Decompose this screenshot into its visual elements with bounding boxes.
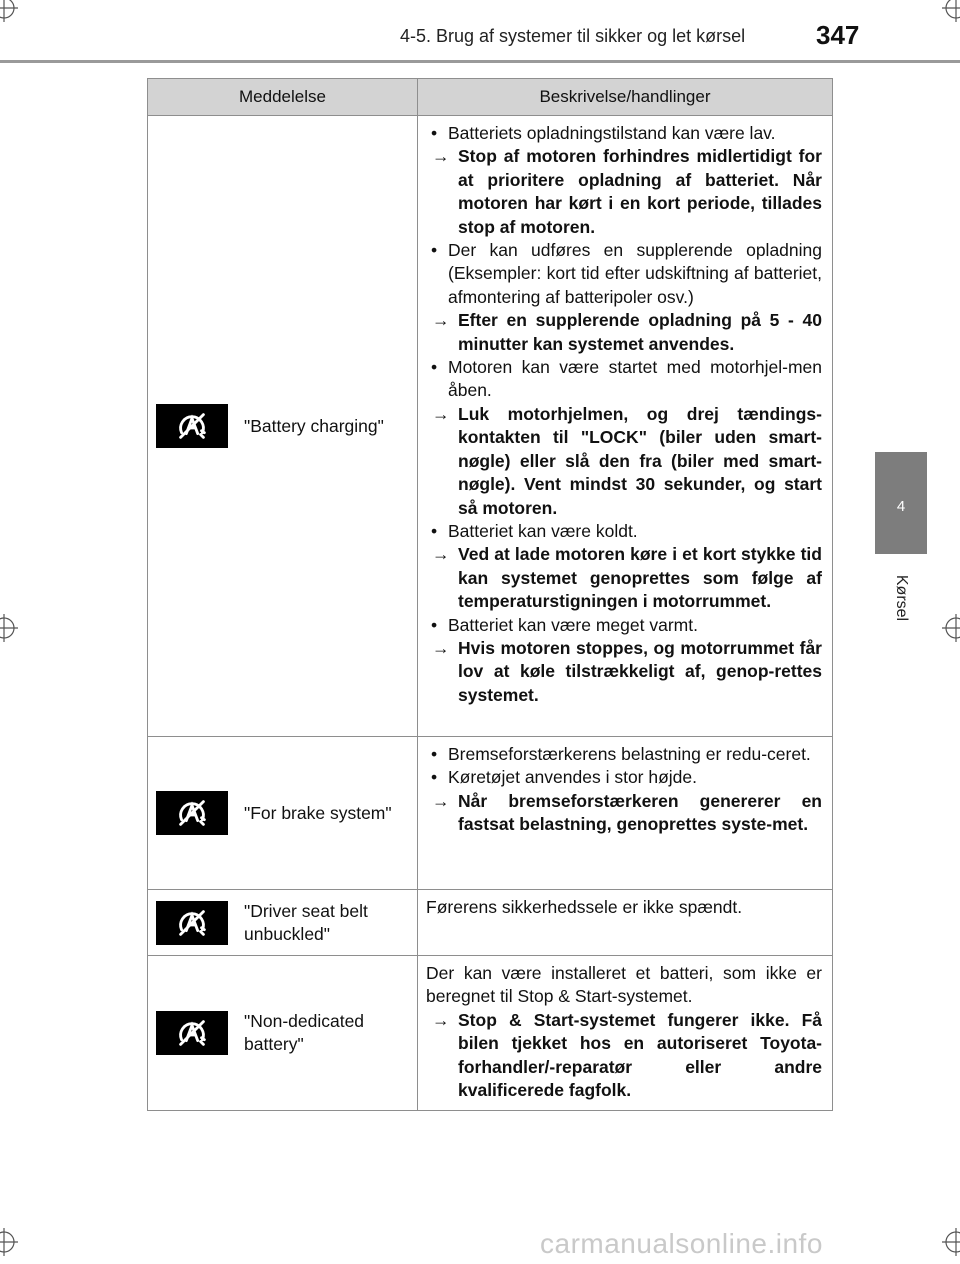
registration-mark-mid-right (942, 614, 960, 642)
watermark: carmanualsonline.info (540, 1228, 823, 1259)
message-text: "For brake system" (244, 802, 392, 823)
message-content (148, 900, 417, 946)
chapter-label-text: Kørsel (892, 574, 910, 622)
header-divider (0, 60, 960, 63)
description-cell (418, 116, 833, 737)
chapter-label (871, 568, 931, 628)
chapter-tab (875, 452, 927, 554)
table-row (148, 737, 833, 890)
table-row (148, 956, 833, 1111)
registration-mark-bottom-right (942, 1228, 960, 1256)
stop-start-off-icon (156, 1011, 228, 1055)
message-cell (148, 737, 418, 890)
bullet-item: • Batteriet kan være koldt. (426, 520, 822, 543)
message-text: "Driver seat belt unbuckled" (244, 900, 368, 944)
description-cell (418, 956, 833, 1111)
section-title: 4-5. Brug af systemer til sikker og let kørsel (400, 26, 746, 46)
message-text: "Battery charging" (244, 415, 384, 436)
message-content (148, 404, 417, 448)
page-number: 347 (816, 20, 860, 50)
description-text: Førerens sikkerhedssele er ikke spændt. (426, 897, 743, 917)
table-row (148, 116, 833, 737)
message-cell (148, 890, 418, 956)
action-item: → Stop & Start-systemet fungerer ikke. Få bilen tjekket hos en autoriseret Toyota-forhandler/-reparatør eller andre kvalificerede fagfolk. (426, 1009, 822, 1103)
column-header-description: Beskrivelse/handlinger (418, 79, 833, 116)
message-cell (148, 956, 418, 1111)
registration-mark-top-right (942, 0, 960, 22)
table-row (148, 890, 833, 956)
message-content (148, 791, 417, 835)
action-item: → Når bremseforstærkeren genererer en fastsat belastning, genoprettes syste-met. (426, 790, 822, 837)
bullet-item: • Køretøjet anvendes i stor højde. (426, 766, 822, 789)
table-header-row (148, 79, 833, 116)
description-cell (418, 737, 833, 890)
action-item: → Luk motorhjelmen, og drej tændings-kontakten til "LOCK" (biler uden smart-nøgle) eller slå den fra (biler med smart-nøgle). Vent mindst 30 sekunder, og start så motoren. (426, 403, 822, 520)
bullet-item: • Motoren kan være startet med motorhjel-men åben. (426, 356, 822, 403)
stop-start-off-icon (156, 791, 228, 835)
message-content (148, 1010, 417, 1056)
action-item: → Stop af motoren forhindres midlertidigt for at prioritere opladning af batteriet. Når motoren har kørt i en kort periode, tillades stop af motoren. (426, 145, 822, 239)
chapter-number: 4 (896, 498, 906, 515)
registration-mark-bottom-left (0, 1228, 18, 1256)
action-item: → Efter en supplerende opladning på 5 - 40 minutter kan systemet anvendes. (426, 309, 822, 356)
stop-start-off-icon (156, 901, 228, 945)
action-item: → Hvis motoren stoppes, og motorrummet får lov at køle tilstrækkeligt af, genop-rettes systemet. (426, 637, 822, 707)
registration-mark-top-left (0, 0, 18, 22)
description-text: Der kan være installeret et batteri, som ikke er beregnet til Stop & Start-systemet. (426, 963, 822, 1007)
bullet-item: • Batteriets opladningstilstand kan være lav. (426, 122, 822, 145)
column-header-message: Meddelelse (148, 79, 418, 116)
message-text: "Non-dedicated battery" (244, 1011, 365, 1055)
bullet-item: • Bremseforstærkerens belastning er redu-ceret. (426, 743, 822, 766)
stop-start-off-icon (156, 404, 228, 448)
message-cell (148, 116, 418, 737)
message-table (147, 78, 833, 1111)
bullet-item: • Der kan udføres en supplerende opladning (Eksempler: kort tid efter udskiftning af batteriet, afmontering af batteripoler osv.) (426, 239, 822, 309)
action-item: → Ved at lade motoren køre i et kort stykke tid kan systemet genoprettes som følge af temperaturstigningen i motorrummet. (426, 543, 822, 613)
description-cell (418, 890, 833, 956)
bullet-item: • Batteriet kan være meget varmt. (426, 614, 822, 637)
registration-mark-mid-left (0, 614, 18, 642)
